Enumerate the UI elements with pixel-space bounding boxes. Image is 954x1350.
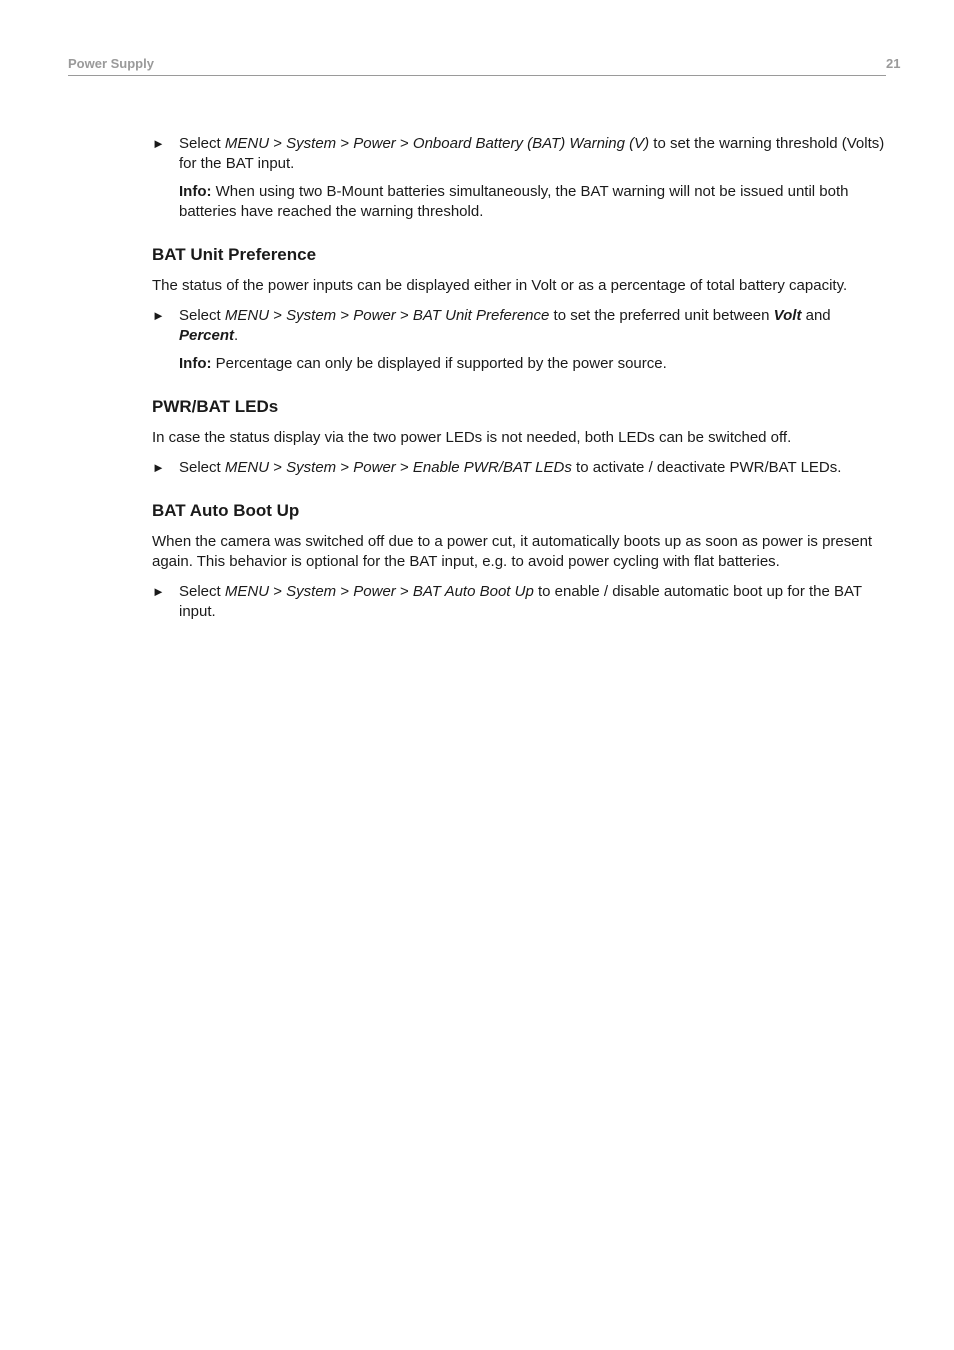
info-note: Info: Percentage can only be displayed if supported by the power source. [179, 355, 667, 372]
section-paragraph: In case the status display via the two power LEDs is not needed, both LEDs can be switched off. [152, 429, 792, 446]
menu-path-item: BAT Unit Preference [412, 307, 550, 324]
menu-path-menu: MENU [224, 307, 270, 324]
section-heading-unit-preference: BAT Unit Preference [152, 245, 317, 264]
menu-path-system: System [286, 459, 337, 476]
menu-path-system: System [286, 307, 337, 324]
instruction-unit-preference: ► Select MENU > System > Power > BAT Unit Preference to set the preferred unit between Volt and Percent. [152, 307, 831, 344]
running-header [68, 56, 901, 76]
section-heading-leds: PWR/BAT LEDs [152, 397, 279, 416]
section-heading-auto-boot: BAT Auto Boot Up [152, 501, 300, 520]
menu-path-power: Power [353, 459, 396, 476]
menu-path-item: BAT Auto Boot Up [412, 583, 534, 600]
info-note: Info: When using two B-Mount batteries simultaneously, the BAT warning will not be issued until both batteries have reached the warning threshold. [179, 183, 849, 220]
menu-path-power: Power [353, 583, 396, 600]
menu-path-menu: MENU [224, 135, 270, 152]
option-volt: Volt [773, 307, 802, 324]
menu-path-power: Power [353, 135, 396, 152]
menu-path-item: Onboard Battery (BAT) Warning (V) [412, 135, 650, 152]
arrow-bullet-icon: ► [152, 136, 165, 151]
instruction-bat-warning: ► Select MENU > System > Power > Onboard Battery (BAT) Warning (V) to set the warning threshold (Volts) for the BAT input. [152, 135, 885, 172]
arrow-bullet-icon: ► [152, 308, 165, 323]
section-paragraph: The status of the power inputs can be displayed either in Volt or as a percentage of total battery capacity. [152, 277, 848, 294]
arrow-bullet-icon: ► [152, 584, 165, 599]
instruction-leds: ► Select MENU > System > Power > Enable PWR/BAT LEDs to activate / deactivate PWR/BAT LEDs. [152, 459, 842, 476]
instruction-auto-boot: ► Select MENU > System > Power > BAT Auto Boot Up to enable / disable automatic boot up for the BAT input. [152, 583, 862, 620]
menu-path-power: Power [353, 307, 396, 324]
info-label: Info: [179, 183, 212, 200]
page-number: 21 [886, 56, 901, 71]
menu-path-system: System [286, 135, 337, 152]
main-content [152, 134, 887, 630]
arrow-bullet-icon: ► [152, 460, 165, 475]
menu-path-menu: MENU [224, 459, 270, 476]
menu-path-menu: MENU [224, 583, 270, 600]
option-percent: Percent [179, 327, 235, 344]
header-title: Power Supply [68, 56, 154, 71]
menu-path-system: System [286, 583, 337, 600]
section-paragraph: When the camera was switched off due to a power cut, it automatically boots up as soon as power is present again. This behavior is optional for the BAT input, e.g. to avoid power cycling with flat batteries. [152, 533, 873, 570]
menu-path-item: Enable PWR/BAT LEDs [412, 459, 572, 476]
info-label: Info: [179, 355, 212, 372]
